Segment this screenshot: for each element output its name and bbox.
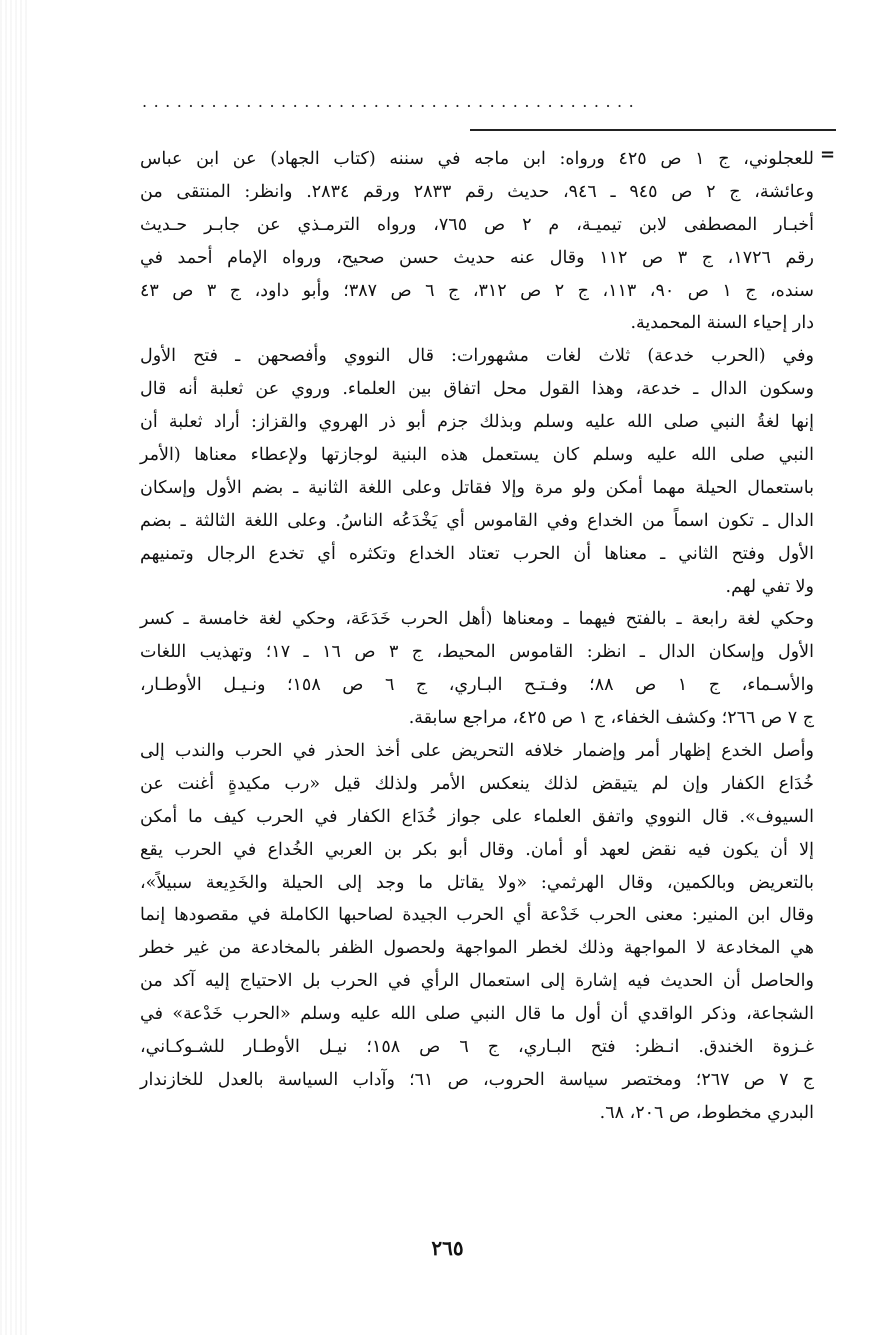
text-line: والحاصل أن الحديث فيه إشارة إلى استعمال الرأي في الحرب بل الاحتياج إليه آكد من [140, 971, 814, 992]
text-line: دار إحياء السنة المحمدية. [630, 313, 814, 334]
scan-edge [0, 0, 28, 1335]
text-line: وحكي لغة رابعة ـ بالفتح فيهما ـ ومعناها (أهل الحرب خَدَعَة، وحكي لغة خامسة ـ كسر [140, 609, 814, 630]
text-line: الشجاعة، وذكر الواقدي أن أول ما قال النبي صلى الله عليه وسلم «الحرب خَدْعة» في [140, 1004, 814, 1025]
text-line: ج ٧ ص ٢٦٧؛ ومختصر سياسة الحروب، ص ٦١؛ وآداب السياسة بالعدل للخازندار [140, 1069, 814, 1090]
text-line: أخبـار المصطفى لابن تيميـة، م ٢ ص ٧٦٥، ورواه الترمـذي عن جابـر حـديث [140, 214, 814, 235]
text-line: خُدَاع الكفار وإن لم يتيقض لذلك ينعكس الأمر ولذلك قيل «رب مكيدةٍ أغنت عن [140, 773, 814, 794]
continuation-mark: = [820, 144, 836, 165]
text-line: بالتعريض وبالكمين، وقال الهرثمي: «ولا يقاتل ما وجد إلى الحيلة والخَدِيعة سبيلاً»، [140, 872, 814, 893]
text-line: الأول وفتح الثاني ـ معناها أن الحرب تعتاد الخداع وتكثره أي تخدع الرجال وتمنيهم [140, 543, 814, 564]
paragraph [140, 603, 814, 735]
paragraph [140, 143, 814, 340]
paragraph [140, 340, 814, 603]
text-line: سنده، ج ١ ص ٩٠، ١١٣، ج ٢ ص ٣١٢، ج ٦ ص ٣٨٧؛ وأبو داود، ج ٣ ص ٤٣ [140, 280, 814, 301]
text-line: النبي صلى الله عليه وسلم كان يستعمل هذه البنية لوجازتها ولإعطاء معناها (الأمر [140, 445, 814, 466]
text-line: وعائشة، ج ٢ ص ٩٤٥ ـ ٩٤٦، حديث رقم ٢٨٣٣ ورقم ٢٨٣٤. وانظر: المنتقى من [140, 181, 814, 202]
paragraph [140, 735, 814, 1130]
text-line: إنها لغةُ النبي صلى الله عليه وسلم وبذلك جزم أبو ذر الهروي والقزاز: أراد ثعلبة أن [140, 412, 814, 433]
footnote-body [140, 143, 814, 1130]
footnote-separator [470, 129, 836, 131]
text-line: وقال ابن المنير: معنى الحرب خَدْعة أي الحرب الجيدة لصاحبها الكاملة في مقصودها إنما [140, 905, 814, 926]
text-line: وأصل الخدع إظهار أمر وإضمار خلافه التحريض على أخذ الحذر في الحرب والندب إلى [140, 741, 814, 762]
text-line: ولا تفي لهم. [725, 576, 814, 597]
text-line: البدري مخطوط، ص ٢٠٦، ٦٨. [599, 1102, 814, 1123]
page-number: ٢٦٥ [431, 1236, 464, 1260]
text-line: السيوف». قال النووي واتفق العلماء على جواز خُدَاع الكفار في الحرب كيف ما أمكن [140, 806, 814, 827]
text-line: والأسـماء، ج ١ ص ٨٨؛ وفـتـح البـاري، ج ٦ ص ١٥٨؛ ونـيـل الأوطـار، [140, 675, 814, 696]
text-line: للعجلوني، ج ١ ص ٤٢٥ ورواه: ابن ماجه في سننه (كتاب الجهاد) عن ابن عباس [140, 149, 814, 169]
text-line: غـزوة الخندق. انـظر: فتح البـاري، ج ٦ ص ١٥٨؛ نيـل الأوطـار للشـوكـاني، [140, 1037, 814, 1058]
text-line: رقم ١٧٢٦، ج ٣ ص ١١٢ وقال عنه حديث حسن صحيح، ورواه الإمام أحمد في [140, 247, 814, 268]
text-line: ج ٧ ص ٢٦٦؛ وكشف الخفاء، ج ١ ص ٤٢٥، مراجع سابقة. [408, 708, 814, 729]
text-line: إلا أن يكون فيه نقض لعهد أو أمان. وقال أبو بكر بن العربي الخُداع في الحرب يقع [140, 839, 814, 860]
text-line: وسكون الدال ـ خدعة، وهذا القول محل اتفاق بين العلماء. وروي عن ثعلبة أنه قال [140, 379, 814, 400]
text-line: الدال ـ تكون اسماً من الخداع وفي القاموس أي يَخْدَعُه الناسُ. وعلى اللغة الثالثة ـ بضم [140, 510, 814, 531]
text-line: هي المخادعة لا المواجهة وذلك لخطر المواجهة ولحصول الظفر بالمخادعة من غير خطر [140, 938, 814, 959]
text-line: وفي (الحرب خدعة) ثلاث لغات مشهورات: قال النووي وأفصحهن ـ فتح الأول [140, 346, 814, 367]
text-line: الأول وإسكان الدال ـ انظر: القاموس المحيط، ج ٣ ص ١٦ ـ ١٧؛ وتهذيب اللغات [140, 642, 814, 663]
dotted-divider: ........................................... [142, 92, 641, 111]
text-line: باستعمال الحيلة مهما أمكن ولو مرة وإلا فقاتل وعلى اللغة الثانية ـ بضم الأول وإسكان [140, 477, 814, 498]
